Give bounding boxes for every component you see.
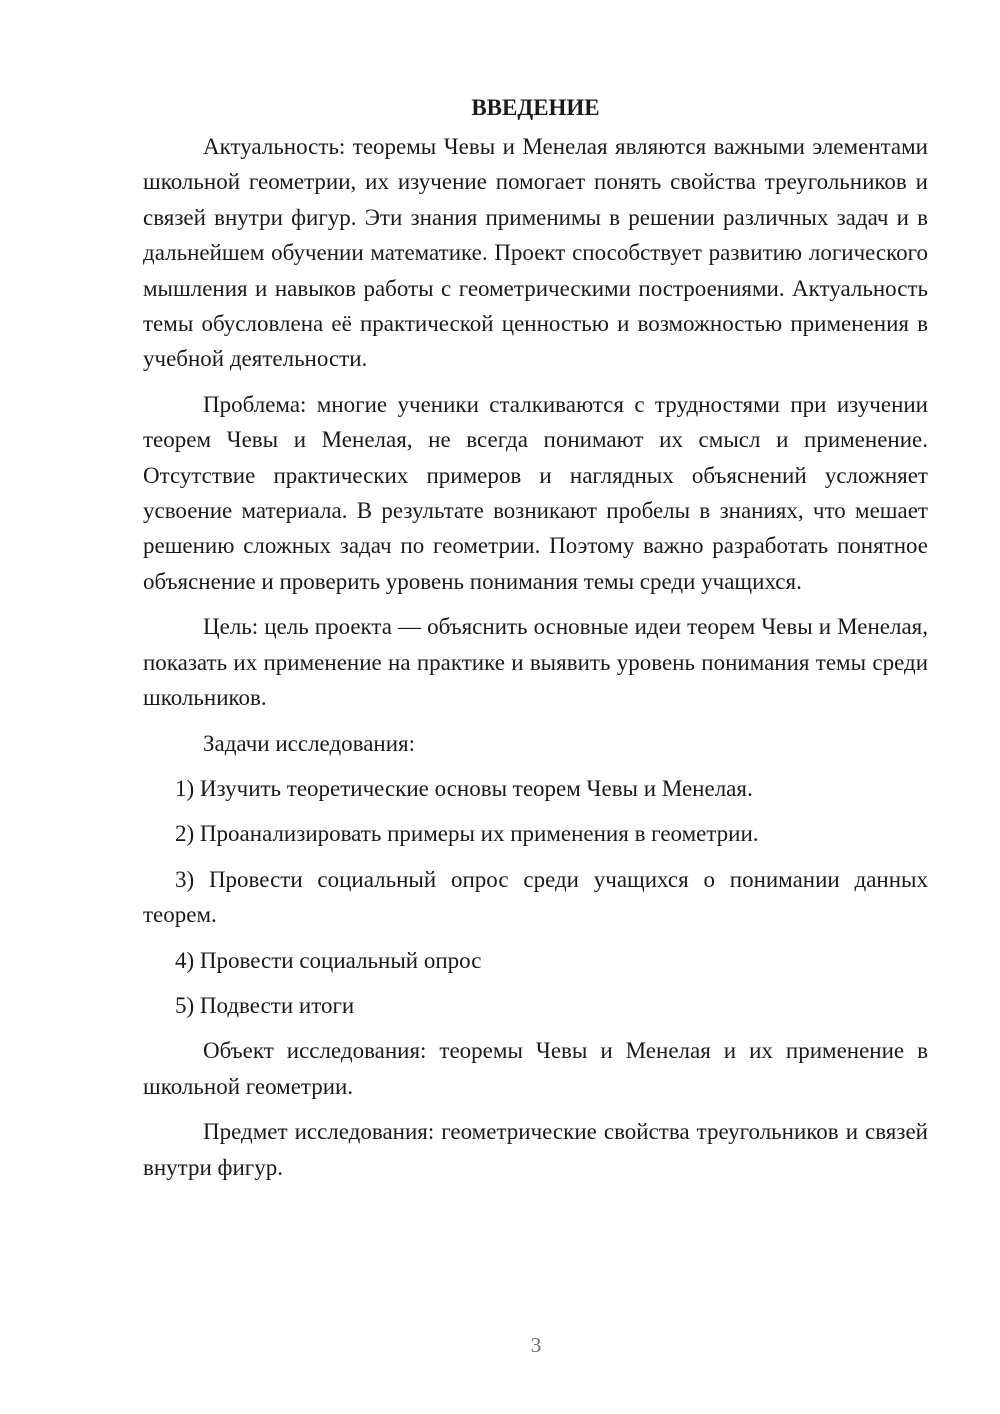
task-item-3: 3) Провести социальный опрос среди учащихся о понимании данных теорем. <box>143 866 928 928</box>
object-paragraph: Объект исследования: теоремы Чевы и Менелая и их применение в школьной геометрии. <box>143 1038 928 1099</box>
page-number: 3 <box>530 1333 542 1357</box>
goal-paragraph: Цель: цель проекта — объяснить основные идеи теорем Чевы и Менелая, показать их применение на практике и выявить уровень понимания темы среди школьников. <box>143 614 928 711</box>
task-item-4: 4) Провести социальный опрос <box>175 947 482 973</box>
task-item-5: 5) Подвести итоги <box>175 992 355 1018</box>
tasks-title: Задачи исследования: <box>203 730 416 756</box>
problem-paragraph: Проблема: многие ученики сталкиваются с трудностями при изучении теорем Чевы и Менелая, не всегда понимают их смысл и применение. Отсутствие практических примеров и наглядных объяснений усложняет усвоение материала. В результате возникают пробелы в знаниях, что мешает решению сложных задач по геометрии. Поэтому важно разработать понятное объяснение и проверить уровень понимания темы среди учащихся. <box>143 391 928 594</box>
task-item-2: 2) Проанализировать примеры их применения в геометрии. <box>175 821 759 847</box>
section-heading: ВВЕДЕНИЕ <box>471 95 600 120</box>
relevance-paragraph: Актуальность: теоремы Чевы и Менелая являются важными элементами школьной геометрии, их изучение помогает понять свойства треугольников и связей внутри фигур. Эти знания применимы в решении различных задач и в дальнейшем обучении математике. Проект способствует развитию логического мышления и навыков работы с геометрическими построениями. Актуальность темы обусловлена её практической ценностью и возможностью применения в учебной деятельности. <box>143 134 928 372</box>
subject-paragraph: Предмет исследования: геометрические свойства треугольников и связей внутри фигур. <box>143 1119 928 1180</box>
task-item-1: 1) Изучить теоретические основы теорем Чевы и Менелая. <box>175 775 753 801</box>
document-page <box>143 90 928 1195</box>
